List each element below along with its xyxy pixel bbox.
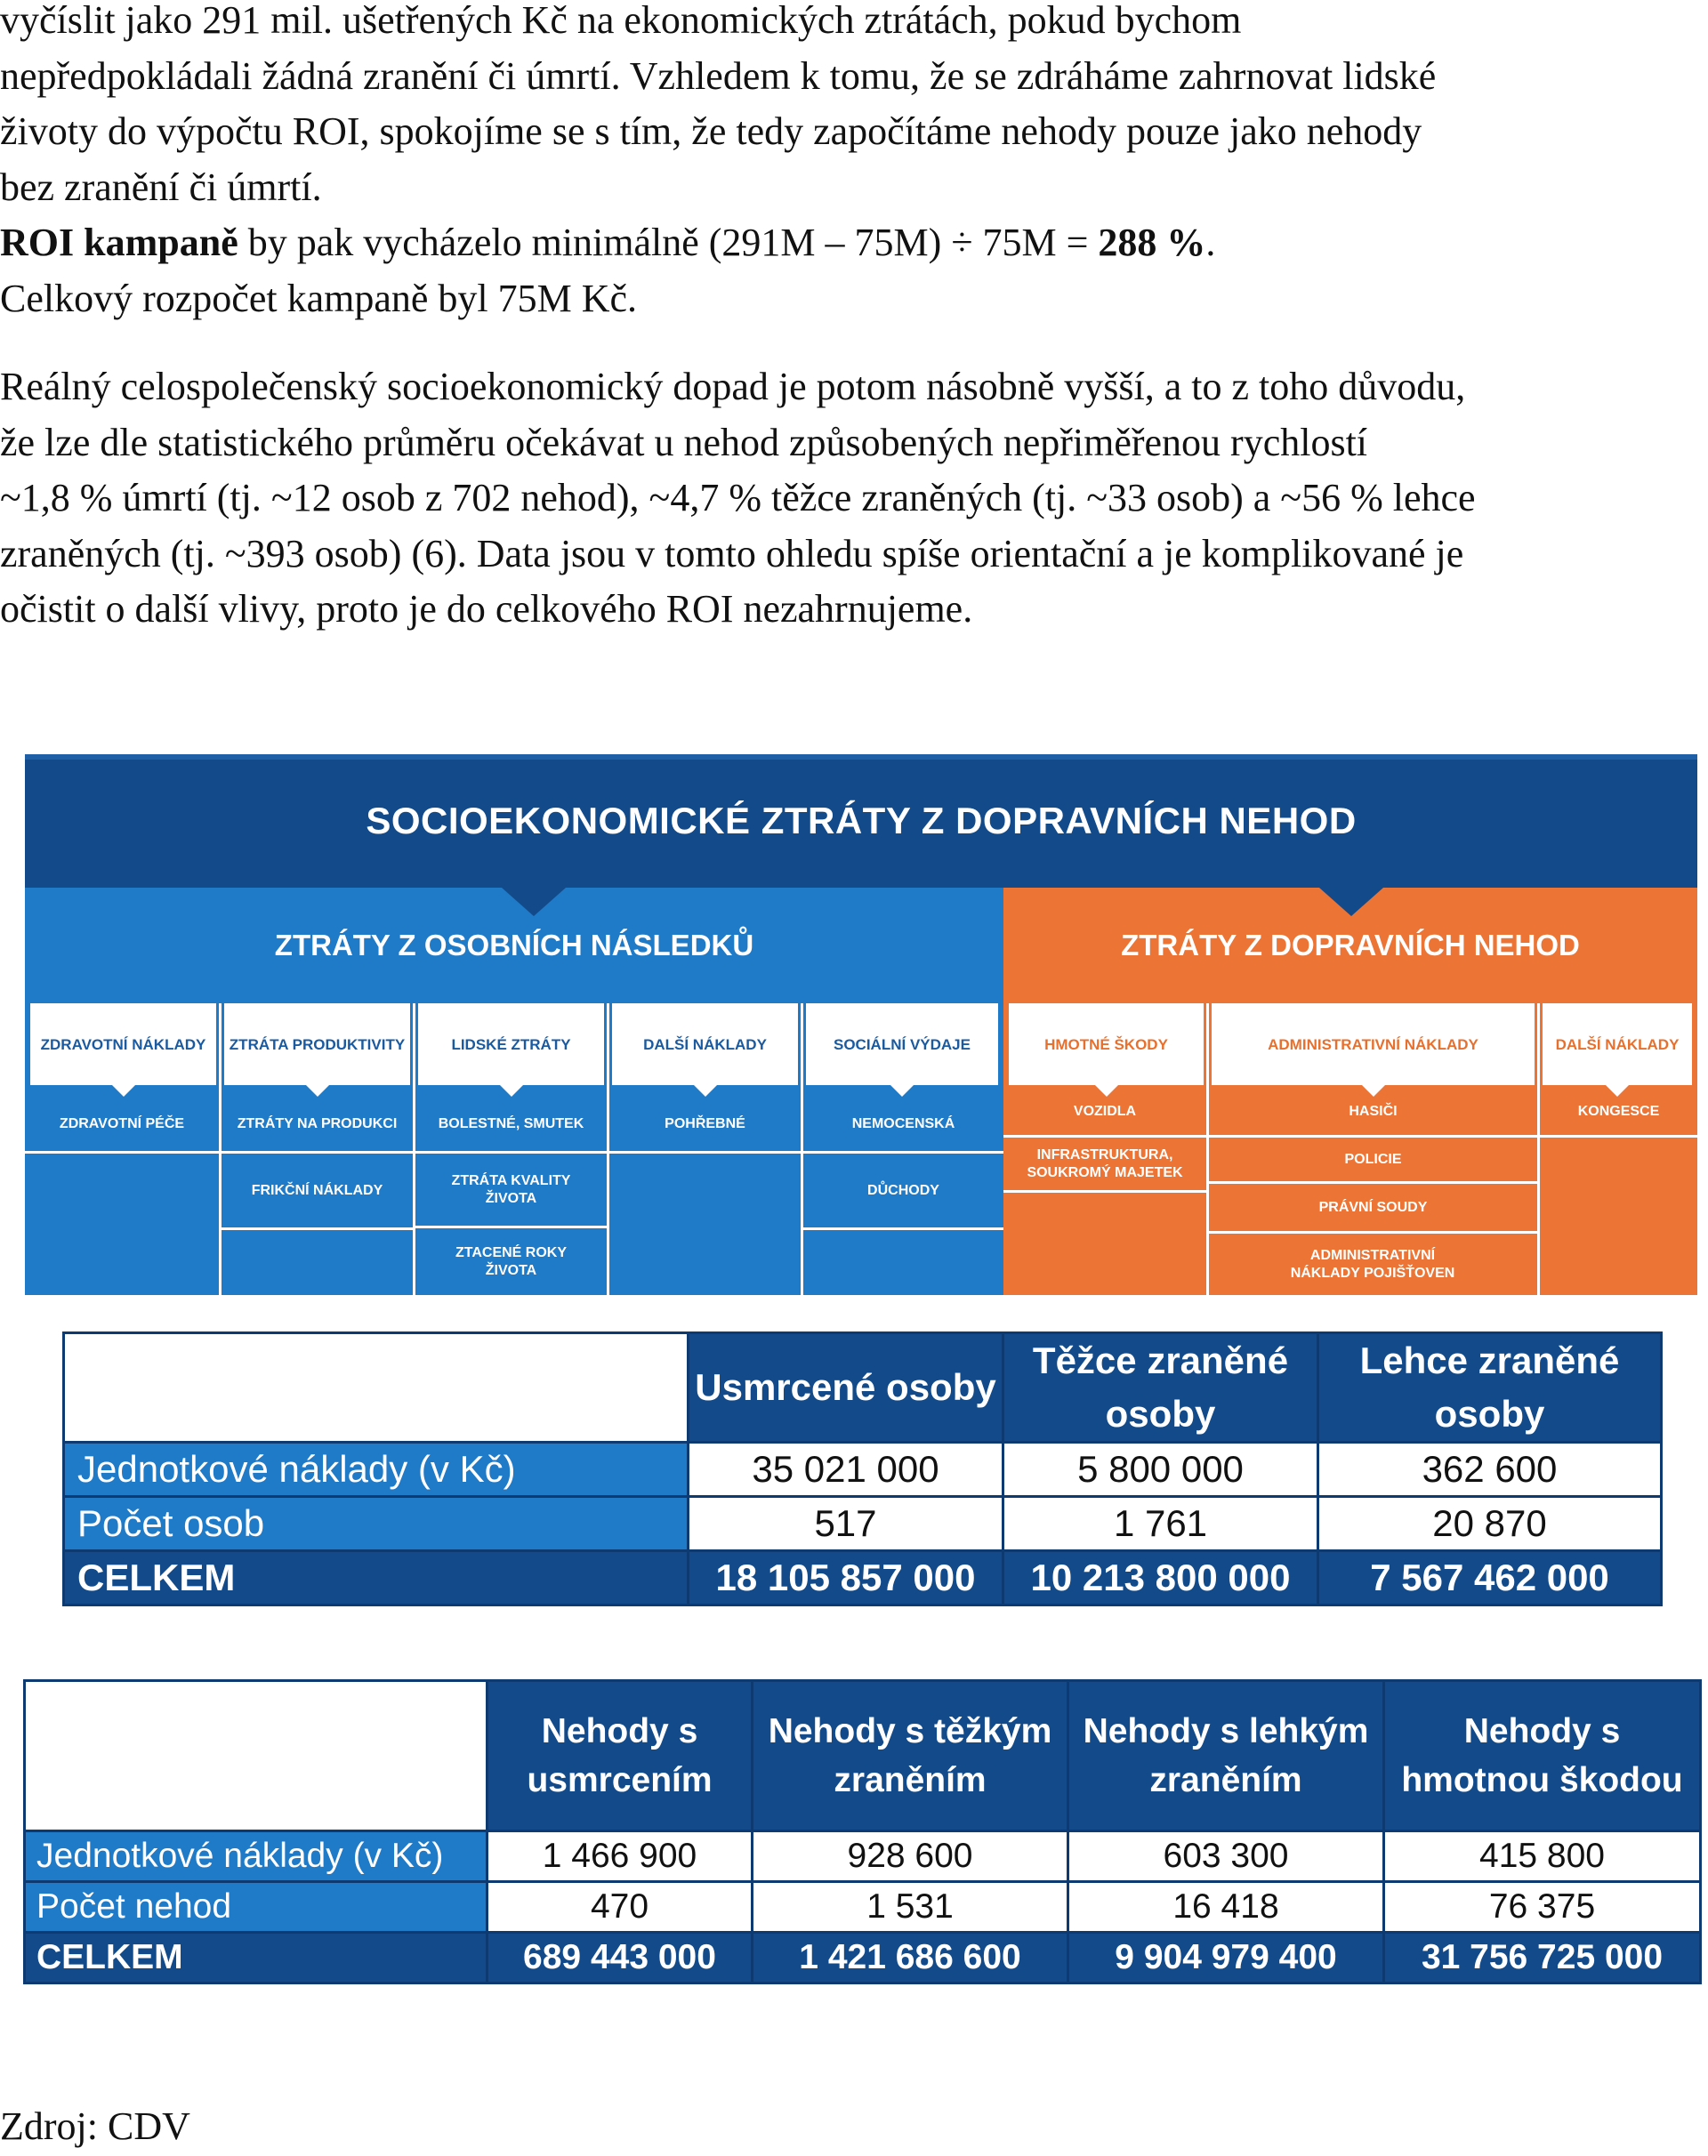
roi-formula: by pak vycházelo minimálně (291M – 75M) ÷ 75M = [238, 221, 1099, 264]
item-quality-of-life-loss: ZTRÁTA KVALITY ŽIVOTA [451, 1172, 571, 1206]
table-header-row [25, 1681, 1701, 1831]
row-divider [801, 1227, 1003, 1230]
table-row [25, 1831, 1701, 1882]
column-header: Lehce zraněné osoby [1318, 1333, 1662, 1443]
category-other-costs-accidents: DALŠÍ NÁKLADY [1543, 1003, 1692, 1085]
category-other-costs: DALŠÍ NÁKLADY [612, 1003, 798, 1085]
category-administrative-costs: ADMINISTRATIVNÍ NÁKLADY [1212, 1003, 1535, 1085]
accident-losses-title: ZTRÁTY Z DOPRAVNÍCH NEHOD [1121, 929, 1580, 961]
table-cell: 18 105 857 000 [689, 1551, 1003, 1605]
row-divider [1537, 1135, 1697, 1138]
item-sickness-benefit: NEMOCENSKÁ [851, 1116, 955, 1131]
roi-line [0, 215, 1706, 271]
table-cell: 76 375 [1384, 1882, 1701, 1933]
column-header: Nehody s lehkým zraněním [1068, 1681, 1384, 1831]
table-corner-cell [25, 1681, 487, 1831]
table-cell: 928 600 [753, 1831, 1068, 1882]
row-label: Počet nehod [25, 1882, 487, 1933]
table-row [25, 1882, 1701, 1933]
source-note: Zdroj: CDV [0, 2104, 190, 2148]
column-header: Nehody s hmotnou škodou [1384, 1681, 1701, 1831]
item-infrastructure: INFRASTRUKTURA, SOUKROMÝ MAJETEK [1027, 1146, 1183, 1180]
accidents-costs-table [23, 1679, 1702, 1984]
text-line: zraněných (tj. ~393 osob) (6). Data jsou v tomto ohledu spíše orientační a je komplikované je [0, 531, 1464, 575]
text-line: že lze dle statistického průměru očekávat u nehod způsobených nepřiměřenou rychlostí [0, 420, 1368, 464]
table-cell: 1 531 [753, 1882, 1068, 1933]
table-total-row [64, 1551, 1662, 1605]
table-cell: 20 870 [1318, 1497, 1662, 1551]
table-cell: 415 800 [1384, 1831, 1701, 1882]
table-cell: 470 [487, 1882, 753, 1933]
row-label: Jednotkové náklady (v Kč) [64, 1443, 689, 1497]
column-header: Usmrcené osoby [689, 1333, 1003, 1443]
item-health-care: ZDRAVOTNÍ PÉČE [59, 1116, 185, 1131]
row-label: CELKEM [25, 1933, 487, 1983]
socioeconomic-losses-infographic [25, 754, 1697, 1295]
item-funeral: POHŘEBNÉ [665, 1116, 745, 1131]
table-cell: 31 756 725 000 [1384, 1933, 1701, 1983]
item-courts: PRÁVNÍ SOUDY [1318, 1199, 1428, 1215]
column-header: Nehody s těžkým zraněním [753, 1681, 1068, 1831]
item-production-loss: ZTRÁTY NA PRODUKCI [237, 1116, 398, 1131]
category-human-losses: LIDSKÉ ZTRÁTY [418, 1003, 604, 1085]
roi-period: . [1205, 221, 1216, 264]
personal-losses-title: ZTRÁTY Z OSOBNÍCH NÁSLEDKŮ [274, 929, 754, 961]
row-label: CELKEM [64, 1551, 689, 1605]
category-social-expenses: SOCIÁLNÍ VÝDAJE [806, 1003, 998, 1085]
row-divider [219, 1227, 413, 1230]
table-cell: 35 021 000 [689, 1443, 1003, 1497]
table-cell: 517 [689, 1497, 1003, 1551]
table-cell: 10 213 800 000 [1003, 1551, 1318, 1605]
item-pain-grief: BOLESTNÉ, SMUTEK [438, 1116, 584, 1131]
row-label: Počet osob [64, 1497, 689, 1551]
table-cell: 1 421 686 600 [753, 1933, 1068, 1983]
column-header: Nehody s usmrcením [487, 1681, 753, 1831]
item-vehicles: VOZIDLA [1073, 1103, 1137, 1119]
category-health-costs: ZDRAVOTNÍ NÁKLADY [30, 1003, 216, 1085]
item-pensions: DŮCHODY [867, 1182, 939, 1198]
item-congestion: KONGESCE [1577, 1103, 1660, 1119]
intro-paragraph [0, 0, 1706, 326]
text-line: životy do výpočtu ROI, spokojíme se s tím, že tedy započítáme nehody pouze jako nehody [0, 109, 1422, 153]
text-line: očistit o další vlivy, proto je do celkového ROI nezahrnujeme. [0, 587, 973, 631]
table-cell: 9 904 979 400 [1068, 1933, 1384, 1983]
table-cell: 1 466 900 [487, 1831, 753, 1882]
table-cell: 362 600 [1318, 1443, 1662, 1497]
table-cell: 689 443 000 [487, 1933, 753, 1983]
table-row [64, 1443, 1662, 1497]
table-cell: 603 300 [1068, 1831, 1384, 1882]
table-total-row [25, 1933, 1701, 1983]
text-line: nepředpokládali žádná zranění či úmrtí. Vzhledem k tomu, že se zdráháme zahrnovat lidské [0, 53, 1437, 98]
roi-value: 288 % [1098, 221, 1206, 264]
row-label: Jednotkové náklady (v Kč) [25, 1831, 487, 1882]
category-material-damage: HMOTNÉ ŠKODY [1009, 1003, 1204, 1085]
roi-label: ROI kampaně [0, 221, 238, 264]
table-header-row [64, 1333, 1662, 1443]
table-cell: 1 761 [1003, 1497, 1318, 1551]
text-line: vyčíslit jako 291 mil. ušetřených Kč na ekonomických ztrátách, pokud bychom [0, 0, 1242, 42]
text-line: ~1,8 % úmrtí (tj. ~12 osob z 702 nehod), ~4,7 % těžce zraněných (tj. ~33 osob) a ~56 % lehce [0, 476, 1476, 519]
item-police: POLICIE [1344, 1151, 1402, 1167]
item-insurance-admin: ADMINISTRATIVNÍ NÁKLADY POJIŠŤOVEN [1290, 1247, 1455, 1281]
item-firefighters: HASIČI [1349, 1103, 1398, 1119]
budget-line: Celkový rozpočet kampaně byl 75M Kč. [0, 276, 638, 320]
item-lost-life-years: ZTACENÉ ROKY ŽIVOTA [455, 1244, 568, 1278]
column-header: Těžce zraněné osoby [1003, 1333, 1318, 1443]
table-cell: 5 800 000 [1003, 1443, 1318, 1497]
table-cell: 16 418 [1068, 1882, 1384, 1933]
category-productivity-loss: ZTRÁTA PRODUKTIVITY [224, 1003, 410, 1085]
table-corner-cell [64, 1333, 689, 1443]
text-line: bez zranění či úmrtí. [0, 165, 322, 209]
column-divider [1537, 1003, 1540, 1295]
infographic-title: SOCIOEKONOMICKÉ ZTRÁTY Z DOPRAVNÍCH NEHOD [25, 754, 1697, 888]
text-line: Reálný celospolečenský socioekonomický dopad je potom násobně vyšší, a to z toho důvodu, [0, 365, 1466, 408]
row-divider [1003, 1190, 1206, 1193]
persons-costs-table [62, 1331, 1663, 1606]
table-cell: 7 567 462 000 [1318, 1551, 1662, 1605]
item-friction-costs: FRIKČNÍ NÁKLADY [251, 1182, 383, 1198]
table-row [64, 1497, 1662, 1551]
impact-paragraph [0, 359, 1706, 638]
